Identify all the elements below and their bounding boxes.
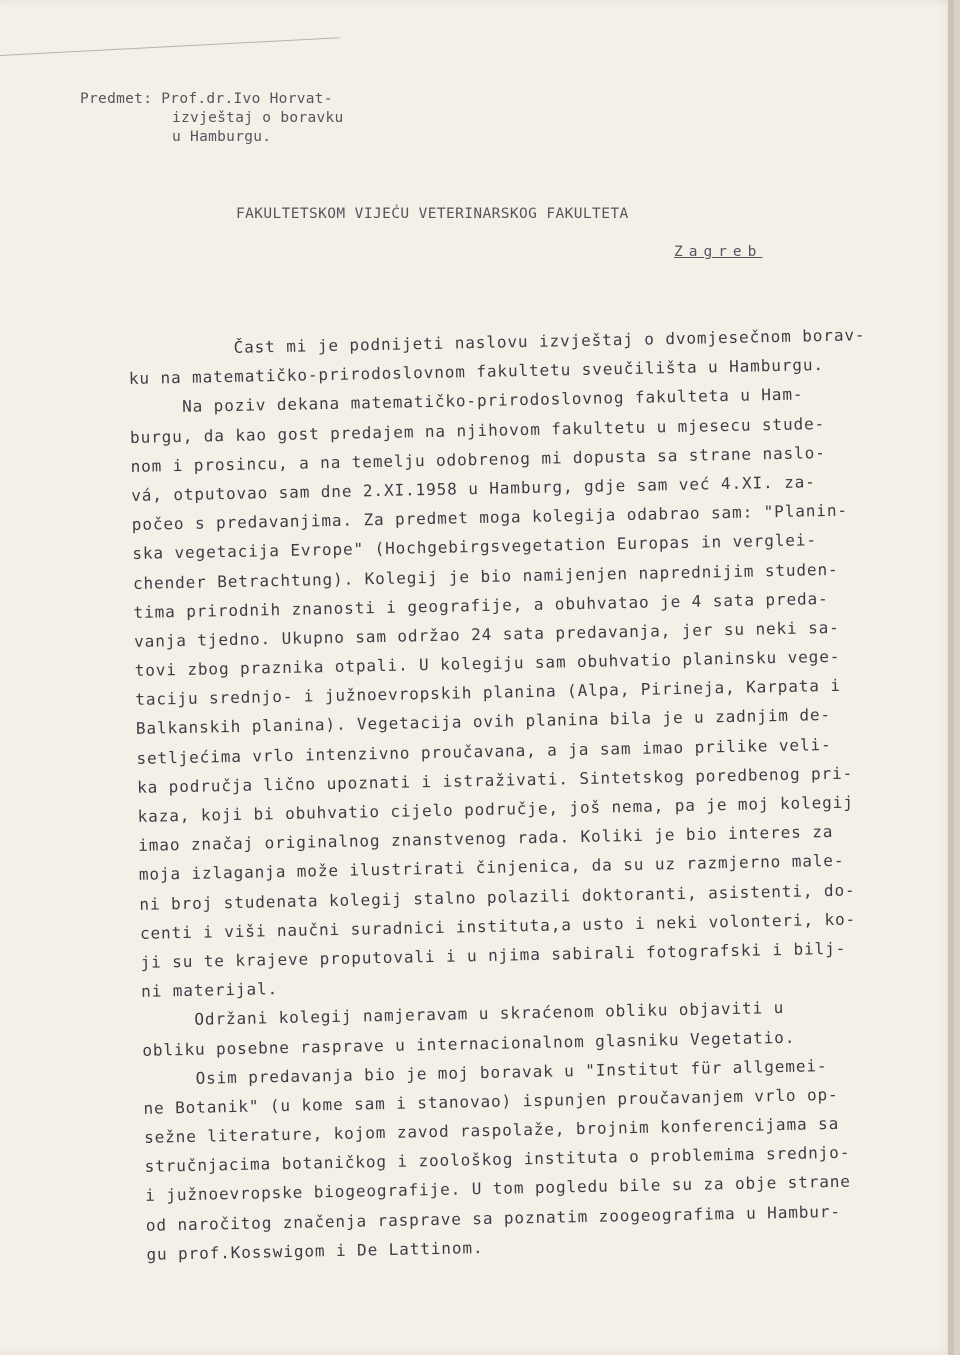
body-line: tima prirodnih znanosti i geografije, a obuhvatao je 4 sata preda-: [133, 588, 829, 622]
addressee-city: Zagreb: [674, 244, 763, 260]
body-line: nom i prosincu, a na temelju odobrenog mi dopusta sa strane naslo-: [130, 442, 826, 476]
body-line: ku na matematičko-prirodoslovnom fakultetu sveučilišta u Hamburgu.: [128, 355, 825, 389]
body-line: taciju srednjo- i južnoevropskih planina (Alpa, Pirineja, Karpata i: [135, 676, 842, 710]
body-line: ni materijal.: [140, 979, 279, 1001]
body-line: ka područja lično upoznati i istraživati. Sintetskog poredbenog pri-: [136, 763, 854, 797]
body-line: imao značaj originalnog znanstvenog rada. Koliki je bio interes za: [138, 822, 834, 856]
page-edge: [948, 0, 954, 1355]
body-line: stručnjacima botaničkog i zoološkog instituta o problemima srednjo-: [144, 1142, 851, 1177]
body-line: gu prof.Kosswigom i De Lattinom.: [146, 1237, 484, 1264]
subject-line-2: izvještaj o boravku: [172, 110, 344, 126]
body-line: sežne literature, kojom zavod raspolaže, brojnim konferencijama sa: [143, 1113, 840, 1147]
body-line: Čast mi je podnijeti naslovu izvještaj o dvomjesečnom borav-: [128, 325, 866, 359]
letter-body: [128, 319, 947, 1269]
body-line: kaza, koji bi obuhvatio cijelo područje, još nema, pa je moj kolegij: [137, 792, 854, 826]
body-line: vá, otputovao sam dne 2.XI.1958 u Hamburg, gdje sam već 4.XI. za-: [131, 472, 816, 505]
body-line: centi i viši naučni suradnici instituta,a usto i neki volonteri, ko-: [139, 909, 857, 943]
body-line: Održani kolegij namjeravam u skraćenom obliku objaviti u: [141, 998, 785, 1031]
body-line: počeo s predavanjima. Za predmet moga kolegija odabrao sam: "Planin-: [131, 500, 849, 535]
subject-line-3: u Hamburgu.: [172, 129, 272, 145]
body-line: ni broj studenata kolegij stalno polazili doktoranti, asistenti, do-: [139, 880, 856, 914]
body-line: vanja tjedno. Ukupno sam održao 24 sata predavanja, jer su neki sa-: [133, 617, 840, 651]
body-line: ne Botanik" (u kome sam i stanovao) ispunjen proučavanjem vrlo op-: [143, 1084, 839, 1118]
paper-fold-line: [0, 37, 340, 56]
subject-line-1: Prof.dr.Ivo Horvat-: [161, 91, 333, 107]
body-line: burgu, da kao gost predajem na njihovom fakultetu u mjesecu stude-: [129, 413, 826, 447]
body-line: Na poziv dekana matematičko-prirodoslovnog fakulteta u Ham-: [129, 384, 804, 418]
body-line: obliku posebne rasprave u internacionalnom glasniku Vegetatio.: [142, 1027, 796, 1060]
body-line: Balkanskih planina). Vegetacija ovih planina bila je u zadnjim de-: [135, 705, 832, 739]
addressee-heading: FAKULTETSKOM VIJEĆU VETERINARSKOG FAKULTETA: [236, 206, 629, 222]
subject-block: [80, 90, 344, 147]
body-line: Osim predavanja bio je moj boravak u "Institut für allgemei-: [142, 1055, 828, 1089]
body-line: setljećima vrlo intenzivno proučavana, a ja sam imao prilike veli-: [136, 734, 832, 768]
body-line: chender Betrachtung). Kolegij je bio namijenjen naprednijim studen-: [132, 559, 839, 593]
body-line: ji su te krajeve proputovali i u njima sabirali fotografski i bilj-: [140, 938, 847, 972]
body-line: i južnoevropske biogeografije. U tom pogledu bile su za obje strane: [145, 1172, 852, 1206]
subject-label: Predmet:: [80, 91, 153, 107]
body-line: tovi zbog praznika otpali. U kolegiju sam obuhvatio planinsku vege-: [134, 646, 841, 680]
body-line: moja izlaganja može ilustrirati činjenica, da su uz razmjerno male-: [138, 851, 845, 885]
body-line: ska vegetacija Evrope" (Hochgebirgsvegetation Europas in verglei-: [132, 530, 818, 564]
body-line: od naročitog značenja rasprave sa poznatim zoogeografima u Hambur-: [145, 1201, 842, 1235]
